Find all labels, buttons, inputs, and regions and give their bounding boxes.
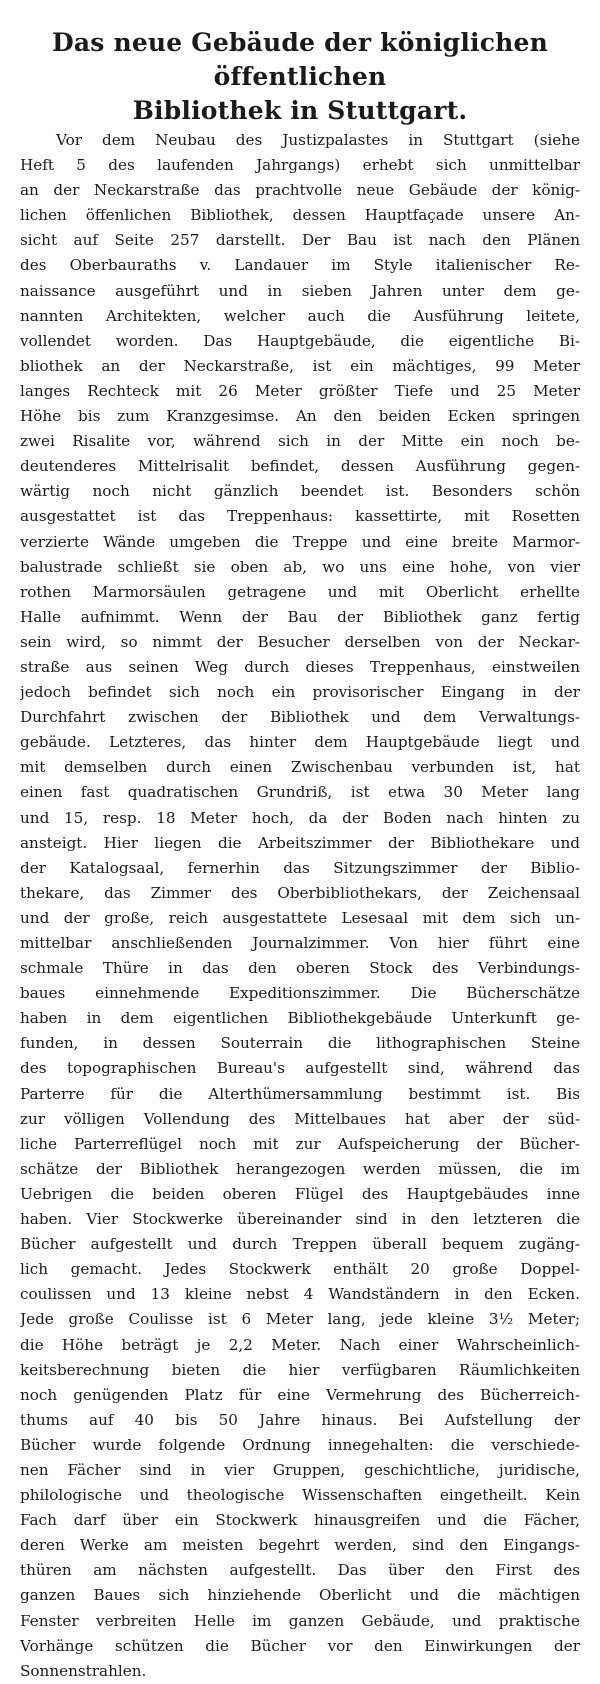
text-line: lichen öffenlichen Bibliothek, dessen Hauptfaçade unsere An- [20,206,580,225]
text-line: thüren am nächsten aufgestellt. Das über den First des [20,1561,580,1580]
text-line: haben in dem eigentlichen Bibliothekgebäude Unterkunft ge- [20,1009,580,1028]
text-line: und 15, resp. 18 Meter hoch, da der Boden nach hinten zu [20,808,580,827]
text-line: deutenderes Mittelrisalit befindet, dessen Ausführung gegen- [20,457,580,476]
text-line: ansteigt. Hier liegen die Arbeitszimmer der Bibliothekare und [20,833,580,852]
text-line: Höhe bis zum Kranzgesimse. An den beiden Ecken springen [20,407,580,426]
text-line: Fach darf über ein Stockwerk hinausgreifen und die Fächer, [20,1511,580,1530]
text-line: schätze der Bibliothek herangezogen werden müssen, die im [20,1159,580,1178]
text-line: philologische und theologische Wissenschaften eingetheilt. Kein [20,1486,580,1505]
text-line: des topographischen Bureau's aufgestellt sind, während das [20,1059,580,1078]
text-line: schmale Thüre in das den oberen Stock des Verbindungs- [20,959,580,978]
text-line: mittelbar anschließenden Journalzimmer. Von hier führt eine [20,934,580,952]
text-line: Heft 5 des laufenden Jahrgangs) erhebt sich unmittelbar [20,156,580,175]
text-line: Bücher aufgestellt und durch Treppen überall bequem zugäng- [20,1235,580,1254]
article-page [20,26,580,1680]
text-line: funden, in dessen Souterrain die lithographischen Steine [20,1034,580,1053]
text-line: und der große, reich ausgestattete Lesesaal mit dem sich un- [20,908,580,927]
text-line: Sonnenstrahlen. [20,1661,147,1680]
text-line: Vor dem Neubau des Justizpalastes in Stuttgart (siehe [56,131,580,149]
text-line: Bücher wurde folgende Ordnung innegehalten: die verschiede- [20,1435,580,1454]
text-line: der Katalogsaal, fernerhin das Sitzungszimmer der Biblio- [20,858,580,877]
text-line: mit demselben durch einen Zwischenbau verbunden ist, hat [20,758,580,777]
text-line: noch genügenden Platz für eine Vermehrung des Bücherreich- [20,1385,580,1404]
text-line: nen Fächer sind in vier Gruppen, geschichtliche, juridische, [20,1460,580,1479]
text-line: Uebrigen die beiden oberen Flügel des Hauptgebäudes inne [20,1184,580,1203]
text-line: vollendet worden. Das Hauptgebäude, die eigentliche Bi- [20,331,580,350]
article-body [20,128,580,1684]
text-line: naissance ausgeführt und in sieben Jahren unter dem ge- [20,281,580,300]
text-line: langes Rechteck mit 26 Meter größter Tiefe und 25 Meter [20,381,580,400]
article-title [20,26,580,128]
text-line: bliothek an der Neckarstraße, ist ein mächtiges, 99 Meter [20,356,580,375]
text-line: thums auf 40 bis 50 Jahre hinaus. Bei Aufstellung der [20,1410,580,1429]
text-line: haben. Vier Stockwerke übereinander sind in den letzteren die [20,1210,580,1229]
text-line: balustrade schließt sie oben ab, wo uns eine hohe, von vier [20,557,580,576]
text-line: jedoch befindet sich noch ein provisorischer Eingang in der [20,683,580,702]
text-line: sein wird, so nimmt der Besucher derselben von der Neckar- [20,632,580,651]
text-line: Jede große Coulisse ist 6 Meter lang, jede kleine 3½ Meter; [20,1310,580,1329]
text-line: keitsberechnung bieten die hier verfügbaren Räumlichkeiten [20,1360,580,1379]
text-line: an der Neckarstraße das prachtvolle neue Gebäude der könig- [20,181,580,200]
text-line: deren Werke am meisten begehrt werden, sind den Eingangs- [20,1536,580,1555]
text-line: nannten Architekten, welcher auch die Ausführung leitete, [20,306,580,325]
text-line: die Höhe beträgt je 2,2 Meter. Nach einer Wahrscheinlich- [20,1335,580,1354]
text-line: einen fast quadratischen Grundriß, ist etwa 30 Meter lang [20,783,580,802]
text-line: straße aus seinen Weg durch dieses Treppenhaus, einstweilen [20,657,580,676]
text-line: sicht auf Seite 257 darstellt. Der Bau ist nach den Plänen [20,231,580,250]
article-title-line-1: Das neue Gebäude der königlichen öffentlichen [51,28,548,91]
text-line: liche Parterreflügel noch mit zur Aufspeicherung der Bücher- [20,1134,580,1153]
text-line: des Oberbauraths v. Landauer im Style italienischer Re- [20,256,580,275]
text-line: rothen Marmorsäulen getragene und mit Oberlicht erhellte [20,582,580,601]
text-line: Durchfahrt zwischen der Bibliothek und dem Verwaltungs- [20,708,580,727]
text-line: baues einnehmende Expeditionszimmer. Die Bücherschätze [20,984,580,1003]
text-line: verzierte Wände umgeben die Treppe und eine breite Marmor- [20,532,580,551]
text-line: lich gemacht. Jedes Stockwerk enthält 20 große Doppel- [20,1260,580,1279]
text-line: Fenster verbreiten Helle im ganzen Gebäude, und praktische [20,1611,580,1630]
text-line: wärtig noch nicht gänzlich beendet ist. Besonders schön [20,482,580,501]
text-line: coulissen und 13 kleine nebst 4 Wandständern in den Ecken. [20,1285,580,1304]
text-line: Parterre für die Alterthümersammlung bestimmt ist. Bis [20,1084,580,1103]
text-line: Halle aufnimmt. Wenn der Bau der Bibliothek ganz fertig [20,607,580,626]
text-line: zur völligen Vollendung des Mittelbaues hat aber der süd- [20,1109,580,1128]
text-line: ganzen Baues sich hinziehende Oberlicht und die mächtigen [20,1586,580,1605]
text-line: gebäude. Letzteres, das hinter dem Hauptgebäude liegt und [20,733,580,752]
text-line: zwei Risalite vor, während sich in der Mitte ein noch be- [20,432,580,451]
text-line: ausgestattet ist das Treppenhaus: kassettirte, mit Rosetten [20,507,580,526]
text-line: Vorhänge schützen die Bücher vor den Einwirkungen der [20,1636,580,1655]
article-title-line-2: Bibliothek in Stuttgart. [132,96,468,125]
text-line: thekare, das Zimmer des Oberbibliothekars, der Zeichensaal [20,883,580,902]
